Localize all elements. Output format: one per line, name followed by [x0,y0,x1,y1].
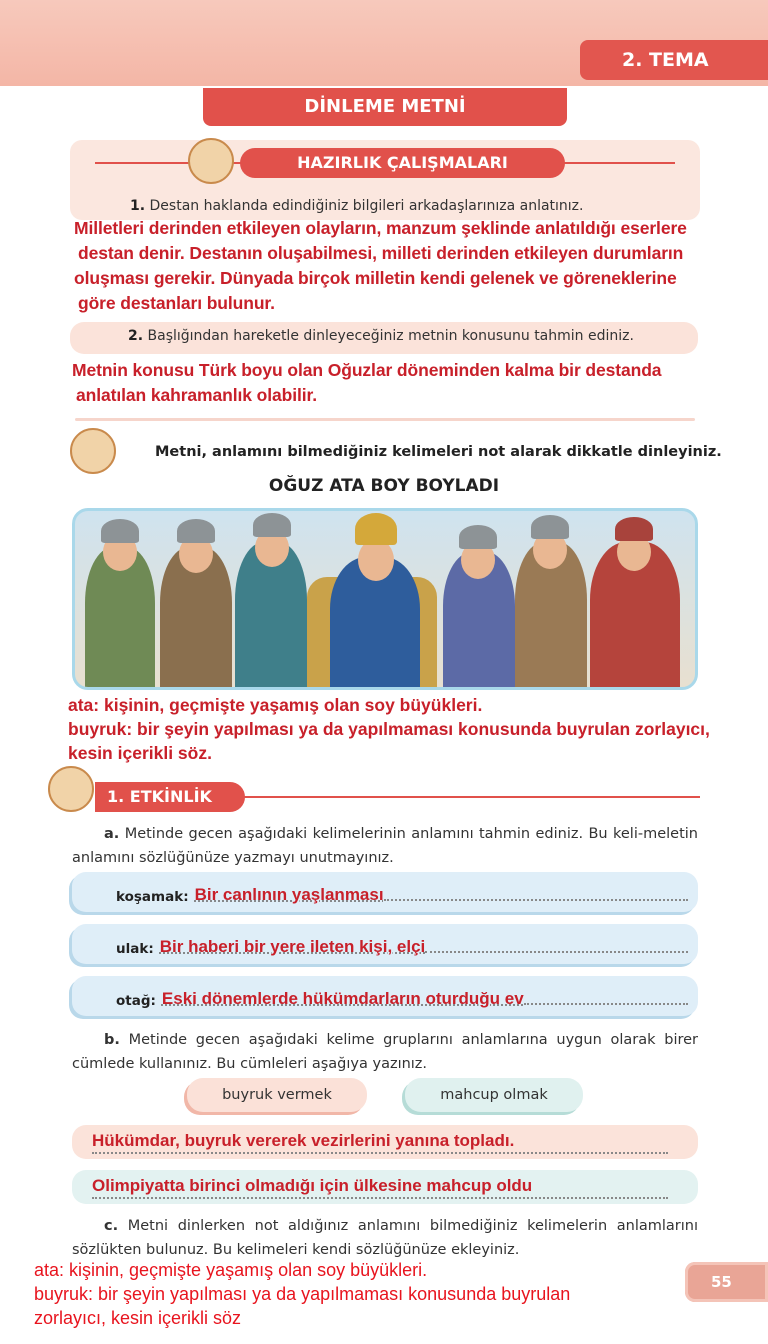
activity-c-text [72,1214,698,1262]
item-label: c. [104,1218,119,1234]
phrase-pill: buyruk vermek [187,1078,367,1112]
story-title: OĞUZ ATA BOY BOYLADI [268,476,500,496]
preparation-title: HAZIRLIK ÇALIŞMALARI [240,148,565,178]
item-label: b. [104,1032,120,1048]
overlay-line: buyruk: bir şeyin yapılması ya da yapılmaması konusunda buyrulan [34,1284,571,1304]
sentence-row [72,1170,698,1204]
question-text: Destan haklanda edindiğiniz bilgileri arkadaşlarınıza anlatınız. [149,198,584,214]
sentence-answer[interactable]: Olimpiyatta birinci olmadığı için ülkesine mahcup oldu [92,1176,668,1199]
definition-line: kesin içerikli söz. [68,743,212,763]
overlay-line: ata: kişinin, geçmişte yaşamış olan soy büyükleri. [34,1260,428,1280]
divider [240,796,700,798]
word-row [72,924,698,964]
activity-a-text [72,822,698,870]
answer-line: göre destanları bulunur. [78,293,275,313]
sentence-answer[interactable]: Hükümdar, buyruk vererek vezirlerini yanına topladı. [92,1131,668,1154]
answer-line: anlatılan kahramanlık olabilir. [76,385,318,405]
dotted-line [524,1003,688,1005]
theme-tab: 2. TEMA [580,40,768,80]
answer-2 [72,358,661,408]
word-answer[interactable]: Bir haberi bir yere ileten kişi, elçi [159,937,426,956]
question-number: 1. [130,198,146,214]
answer-line: destan denir. Destanın oluşabilmesi, milleti derinden etkileyen durumların [78,243,684,263]
phrase-pill: mahcup olmak [405,1078,583,1112]
item-label: a. [104,826,120,842]
word-label: otağ: [116,993,156,1009]
answer-1 [74,216,687,316]
word-row [72,872,698,912]
page-number: 55 [685,1262,768,1302]
word-label: koşamak: [116,889,189,905]
word-row [72,976,698,1016]
word-answer[interactable]: Eski dönemlerde hükümdarların oturduğu ev [161,989,524,1008]
girl-mascot-icon [188,138,234,184]
definition-line: ata: kişinin, geçmişte yaşamış olan soy büyükleri. [68,695,483,715]
activity-b-text [72,1028,698,1076]
listening-instruction: Metni, anlamını bilmediğiniz kelimeleri not alarak dikkatle dinleyiniz. [155,444,722,460]
definitions [68,693,710,765]
girl-mascot-icon [48,766,94,812]
sentence-row [72,1125,698,1159]
item-text: Metni dinlerken not aldığınız anlamını bilmediğiniz kelimelerin anlamlarını sözlükten bulunuz. Bu kelimeleri kendi sözlüğünüze ekleyiniz. [72,1218,698,1258]
divider [75,418,695,421]
overlay-note [34,1258,570,1330]
answer-line: oluşması gerekir. Dünyada birçok milletin kendi gelenek ve göreneklerine [74,268,677,288]
word-label: ulak: [116,941,154,957]
overlay-line: zorlayıcı, kesin içerikli söz [34,1308,242,1328]
item-text: Metinde gecen aşağıdaki kelimelerinin anlamını tahmin ediniz. Bu keli-meletin anlamını sözlüğünüze yazmayı unutmayınız. [72,826,698,866]
question-1 [130,198,583,214]
section-title: DİNLEME METNİ [203,88,567,126]
item-text: Metinde gecen aşağıdaki kelime gruplarını anlamlarına uygun olarak birer cümlede kullanınız. Bu cümleleri aşağıya yazınız. [72,1032,699,1072]
question-text: Başlığından hareketle dinleyeceğiniz metnin konusunu tahmin ediniz. [147,328,634,344]
dotted-line [384,899,688,901]
question-2 [128,328,634,344]
girl-mascot-icon [70,428,116,474]
warriors-illustration [72,508,698,690]
activity-title: 1. ETKİNLİK [95,782,245,812]
answer-line: Milletleri derinden etkileyen olayların, manzum şeklinde anlatıldığı eserlere [74,218,687,238]
question-number: 2. [128,328,144,344]
definition-line: buyruk: bir şeyin yapılması ya da yapılmaması konusunda buyrulan zorlayıcı, [68,719,710,739]
word-answer[interactable]: Bir canlının yaşlanması [194,885,384,904]
answer-line: Metnin konusu Türk boyu olan Oğuzlar döneminden kalma bir destanda [72,360,662,380]
dotted-line [425,951,688,953]
